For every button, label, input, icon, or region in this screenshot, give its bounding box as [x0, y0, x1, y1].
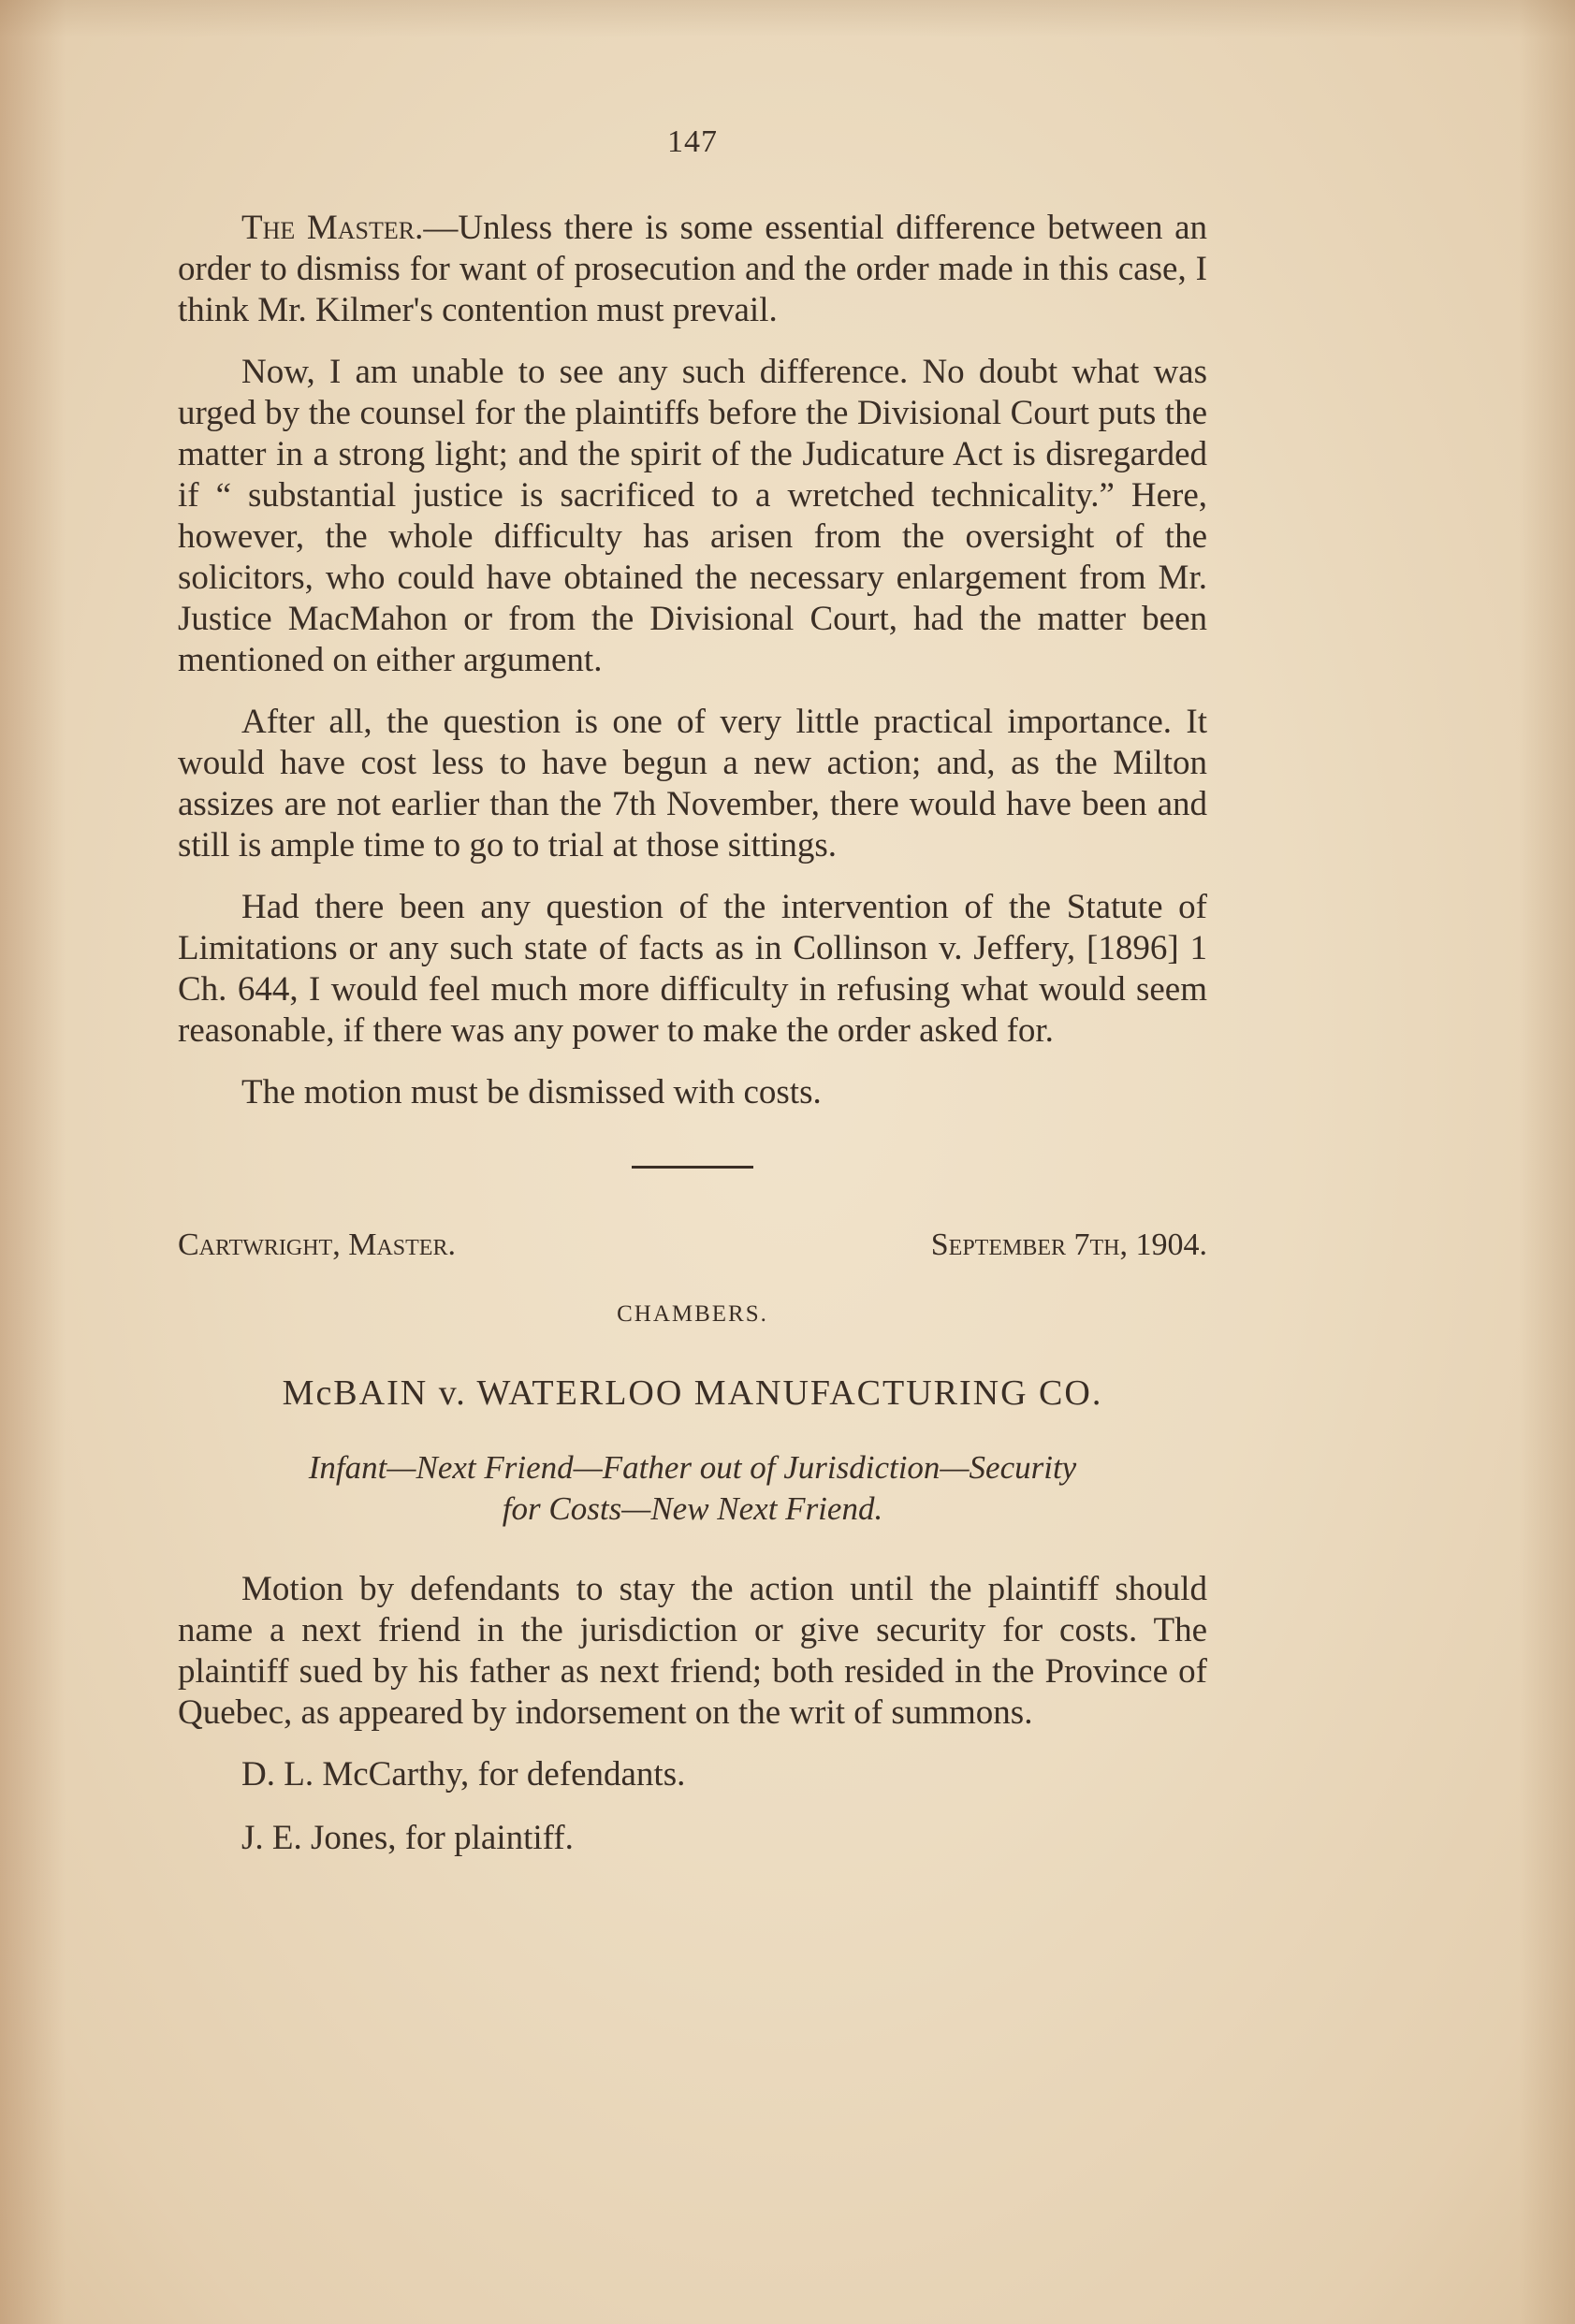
paragraph-text: .—Unless there is some essential difference between an order to dismiss for want of prosecution and the order made in this case, I think Mr. Kilmer's contention must prevail.: [178, 209, 1207, 329]
counsel-defendants: D. L. McCarthy, for defendants.: [241, 1755, 686, 1794]
paragraph-practical-importance: After all, the question is one of very little practical importance. It would have cost less to have begun a new action; and, as the Milton assizes are not earlier than the 7th November, there would have been and still is ample time to go to trial at those sittings.: [178, 703, 1207, 864]
page-text-block: [178, 122, 1207, 1881]
decision-date: September 7th, 1904.: [930, 1227, 1207, 1262]
judge-name: Cartwright, Master.: [178, 1227, 456, 1262]
paragraph-motion: Motion by defendants to stay the action until the plaintiff should name a next friend in the jurisdiction or give security for costs. The plaintiff sued by his father as next friend; both resided in the Province of Quebec, as appeared by indorsement on the writ of summons.: [178, 1570, 1207, 1732]
headnote-line: Infant—Next Friend—Father out of Jurisdiction—Security: [308, 1449, 1077, 1486]
paragraph-master-opinion: [178, 208, 1207, 331]
case-title: McBAIN v. WATERLOO MANUFACTURING CO.: [282, 1373, 1103, 1413]
case-header-line: [178, 1225, 1207, 1266]
speaker-label: The Master: [241, 209, 416, 247]
headnote-line: for Costs—New Next Friend.: [502, 1490, 883, 1527]
headnote: [178, 1447, 1207, 1530]
page-edge-shadow-top: [0, 0, 1575, 37]
counsel-plaintiff: J. E. Jones, for plaintiff.: [241, 1819, 574, 1857]
paragraph-statute-limitations: Had there been any question of the intervention of the Statute of Limitations or any such state of facts as in Collinson v. Jeffery, [1896] 1 Ch. 644, I would feel much more difficulty in refusing what would seem reasonable, if there was any power to make the order asked for.: [178, 888, 1207, 1050]
page-edge-shadow-right: [1519, 0, 1575, 2324]
section-divider: [632, 1166, 753, 1169]
court-label: CHAMBERS.: [617, 1301, 768, 1327]
paragraph-motion-dismissed: The motion must be dismissed with costs.: [241, 1073, 822, 1111]
page-number: 147: [667, 124, 718, 159]
page-edge-shadow-left: [0, 0, 66, 2324]
paragraph-no-difference: Now, I am unable to see any such difference. No doubt what was urged by the counsel for the plaintiffs before the Divisional Court puts the matter in a strong light; and the spirit of the Judicature Act is disregarded if “ substantial justice is sacrificed to a wretched technicality.” Here, however, the whole difficulty has arisen from the oversight of the solicitors, who could have obtained the necessary enlargement from Mr. Justice MacMahon or from the Divisional Court, had the matter been mentioned on either argument.: [178, 353, 1207, 679]
